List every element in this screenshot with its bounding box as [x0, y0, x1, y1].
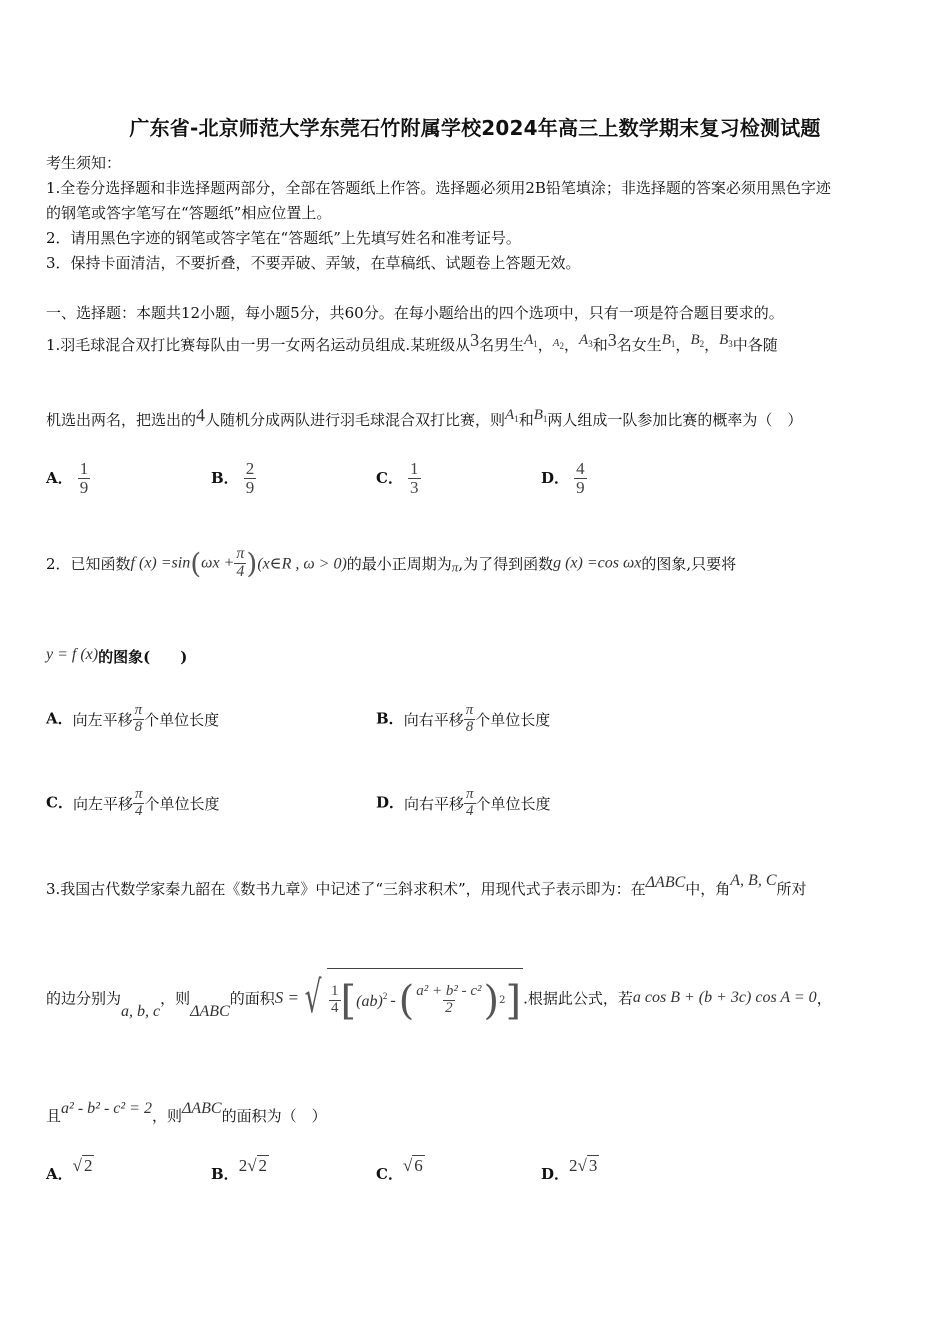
- option-text-after: 个单位长度: [144, 794, 220, 813]
- option-fraction: $\frac{\pi}{4}$: [134, 786, 143, 819]
- option-value: 2√ 3: [569, 1156, 598, 1175]
- q3-line3-b: ，则: [151, 1107, 182, 1125]
- option-label: B．: [376, 709, 404, 728]
- q3-paren-close: ): [483, 977, 500, 1024]
- option-label: C．: [376, 1165, 403, 1183]
- q2-paren-close: ): [246, 546, 258, 580]
- page-title: 广东省-北京师范大学东莞石竹附属学校2024年高三上数学期末复习检测试题: [129, 116, 821, 140]
- option-text-before: 向右平移: [403, 710, 464, 729]
- option-fraction: $\frac{\pi}{8}$: [465, 702, 474, 735]
- q1-option-c[interactable]: [376, 460, 421, 497]
- q2-condition: (x∈R , ω > 0): [257, 555, 347, 573]
- q1-text-1: 1.羽毛球混合双打比赛每队由一男一女两名运动员组成.某班级从: [46, 336, 471, 354]
- q3-minus: -: [390, 991, 396, 1009]
- q3-triangle: ΔABC: [645, 874, 686, 891]
- q2-text-1: 2．已知函数: [46, 554, 131, 573]
- option-label: A．: [46, 1165, 73, 1183]
- q3-area-formula: [299, 968, 523, 1028]
- q2-text-3: ,为了得到函数: [458, 554, 554, 573]
- q1-option-b[interactable]: [211, 460, 256, 497]
- q1-A3: $A_3$: [579, 332, 593, 349]
- q3-triangle-3: ΔABC: [181, 1100, 222, 1117]
- q3-option-c[interactable]: [376, 1156, 425, 1184]
- q3-line1: [46, 872, 807, 899]
- option-value: 2√ 2: [238, 1156, 268, 1175]
- q1-text-2: 名男生: [479, 336, 525, 354]
- q3-option-d[interactable]: [541, 1156, 599, 1184]
- q1-line2: [46, 405, 802, 430]
- q1-line1: [46, 330, 778, 355]
- q1-line2-b: 人随机分成两队进行羽毛球混合双打比赛，则: [205, 411, 506, 429]
- option-label: C．: [376, 468, 403, 487]
- option-fraction: $\frac{2}{9}$: [245, 459, 255, 497]
- q1-text-3: 名女生: [616, 336, 662, 354]
- q3-condition-2: a² - b² - c² = 2: [61, 1100, 152, 1117]
- q3-sides: a, b, c: [121, 1003, 161, 1020]
- q3-line3-a: 且: [46, 1107, 62, 1125]
- q1-comma-3: ，: [675, 336, 691, 354]
- option-label: B．: [211, 1165, 239, 1183]
- q2-text-2: 的最小正周期为: [346, 554, 452, 573]
- q3-ab: (ab)$^2$: [356, 990, 388, 1010]
- q2-pi-over-4: $\frac{\pi}{4}$: [236, 545, 245, 580]
- q1-B3: $B_3$: [719, 332, 733, 349]
- q3-paren-open: (: [398, 977, 415, 1024]
- notice-item3: 3．保持卡面清洁，不要折叠，不要弄破、弄皱，在草稿纸、试题卷上答题无效。: [46, 254, 581, 272]
- option-label: C．: [46, 793, 73, 812]
- option-value: √ 2: [72, 1156, 93, 1175]
- notice-item2: 2．请用黑色字迹的钢笔或答字笔在“答题纸”上先填写姓名和准考证号。: [46, 229, 521, 247]
- option-text-before: 向左平移: [72, 794, 133, 813]
- q3-text-2: 中，角: [685, 880, 731, 898]
- q1-comma-2: ，: [564, 336, 580, 354]
- q3-radicand: [327, 968, 523, 1028]
- q1-text-4: 中各随: [732, 336, 778, 354]
- notice-item1-line1: 1.全卷分选择题和非选择题两部分，全部在答题纸上作答。选择题必须用2B铅笔填涂；非选择题的答案必须用黑色字迹: [46, 179, 831, 197]
- option-fraction: $\frac{1}{9}$: [79, 459, 89, 497]
- q1-line2-d: 两人组成一队参加比赛的概率为（ ）: [547, 411, 803, 429]
- section-heading: 一、选择题：本题共12小题，每小题5分，共60分。在每小题给出的四个选项中，只有一项是符合题目要求的。: [46, 304, 784, 322]
- q1-line2-a: 机选出两名，把选出的: [46, 411, 197, 429]
- q3-line2: [46, 968, 832, 1028]
- q3-bracket-close: ]: [505, 977, 522, 1024]
- option-text-before: 向右平移: [404, 794, 465, 813]
- option-fraction: $\frac{1}{3}$: [410, 459, 419, 497]
- q3-option-b[interactable]: [211, 1156, 269, 1184]
- q3-line2-d: .根据此公式，若: [523, 989, 633, 1008]
- q2-text-5: 的图象( ): [98, 648, 188, 666]
- q1-and: 和: [592, 336, 608, 354]
- option-fraction: $\frac{\pi}{8}$: [134, 702, 143, 735]
- q1-option-a[interactable]: [46, 460, 90, 497]
- q3-angles: A, B, C: [730, 872, 777, 889]
- q1-option-d[interactable]: [541, 460, 587, 497]
- q2-option-a[interactable]: [46, 703, 219, 736]
- option-text-after: 个单位长度: [475, 794, 551, 813]
- q3-one-quarter: $\frac{1}{4}$: [331, 983, 339, 1016]
- q1-num-3b: 3: [607, 330, 617, 350]
- q1-comma-4: ，: [704, 336, 720, 354]
- q2-yfx: y = f (x): [46, 646, 99, 663]
- q3-option-a[interactable]: [46, 1156, 94, 1184]
- option-label: B．: [211, 468, 239, 487]
- q1-num-3a: 3: [470, 330, 480, 350]
- q2-text-4: 的图象,只要将: [641, 554, 737, 573]
- q1-num-4: 4: [196, 405, 206, 425]
- sqrt-sign-icon: √: [304, 972, 322, 1023]
- option-text-after: 个单位长度: [475, 710, 551, 729]
- q1-comma-1: ，: [537, 336, 553, 354]
- q3-triangle-2: ΔABC: [190, 1003, 230, 1020]
- option-fraction: $\frac{\pi}{4}$: [466, 786, 474, 819]
- q3-text-1: 3.我国古代数学家秦九韶在《数书九章》中记述了“三斜求积术”，用现代式子表示即为：在: [46, 880, 646, 898]
- q3-line2-a: 的边分别为: [46, 989, 122, 1008]
- q3-line3: [46, 1100, 327, 1126]
- option-text-after: 个单位长度: [144, 710, 220, 729]
- q3-text-3: 所对: [776, 880, 807, 898]
- q2-fx: f (x) =sin: [130, 554, 191, 572]
- option-fraction: $\frac{4}{9}$: [576, 459, 585, 497]
- q2-gx: g (x) =cos ωx: [553, 554, 642, 572]
- q2-option-c[interactable]: [46, 787, 220, 820]
- q3-square: 2: [499, 995, 506, 1006]
- option-label: A．: [46, 468, 73, 487]
- option-label: A．: [46, 709, 73, 728]
- q3-condition-1: a cos B + (b + 3c) cos A = 0: [632, 989, 817, 1006]
- option-label: D．: [541, 468, 570, 487]
- option-text-before: 向左平移: [72, 710, 133, 729]
- notice-item1-line2: 的钢笔或答字笔写在“答题纸”相应位置上。: [46, 204, 332, 222]
- q2-line2: [46, 646, 187, 667]
- q1-B1: $B_1$: [661, 332, 676, 349]
- q2-line1: [46, 546, 736, 581]
- q3-inner-fraction: $\frac{\text{a² + b² - c²}}{2}$: [416, 983, 482, 1016]
- notice-heading: 考生须知：: [46, 154, 122, 172]
- q1-A1: $A_1$: [524, 332, 538, 349]
- q3-line3-c: 的面积为（ ）: [221, 1107, 327, 1125]
- q1-A1-ref: $A_1$: [505, 407, 519, 424]
- q2-option-b[interactable]: [376, 703, 550, 736]
- option-label: D．: [376, 793, 405, 812]
- q2-period: π: [451, 559, 459, 575]
- q1-A2: A2: [552, 337, 565, 351]
- q2-option-d[interactable]: [376, 787, 551, 820]
- q2-paren-open: (: [190, 546, 202, 580]
- q2-omega-x: ωx +: [201, 554, 235, 572]
- q1-B1-ref: $B_1$: [533, 407, 548, 424]
- q3-bracket-open: [: [340, 977, 357, 1024]
- q3-line2-e: ，: [816, 989, 832, 1008]
- q1-line2-c: 和: [518, 411, 534, 429]
- option-value: √ 6: [402, 1156, 423, 1175]
- q1-B2: $B_2$: [690, 332, 705, 349]
- q3-S: S =: [274, 988, 299, 1007]
- option-label: D．: [541, 1165, 570, 1183]
- q3-line2-c: 的面积: [229, 989, 275, 1008]
- q3-line2-b: ，则: [160, 989, 191, 1008]
